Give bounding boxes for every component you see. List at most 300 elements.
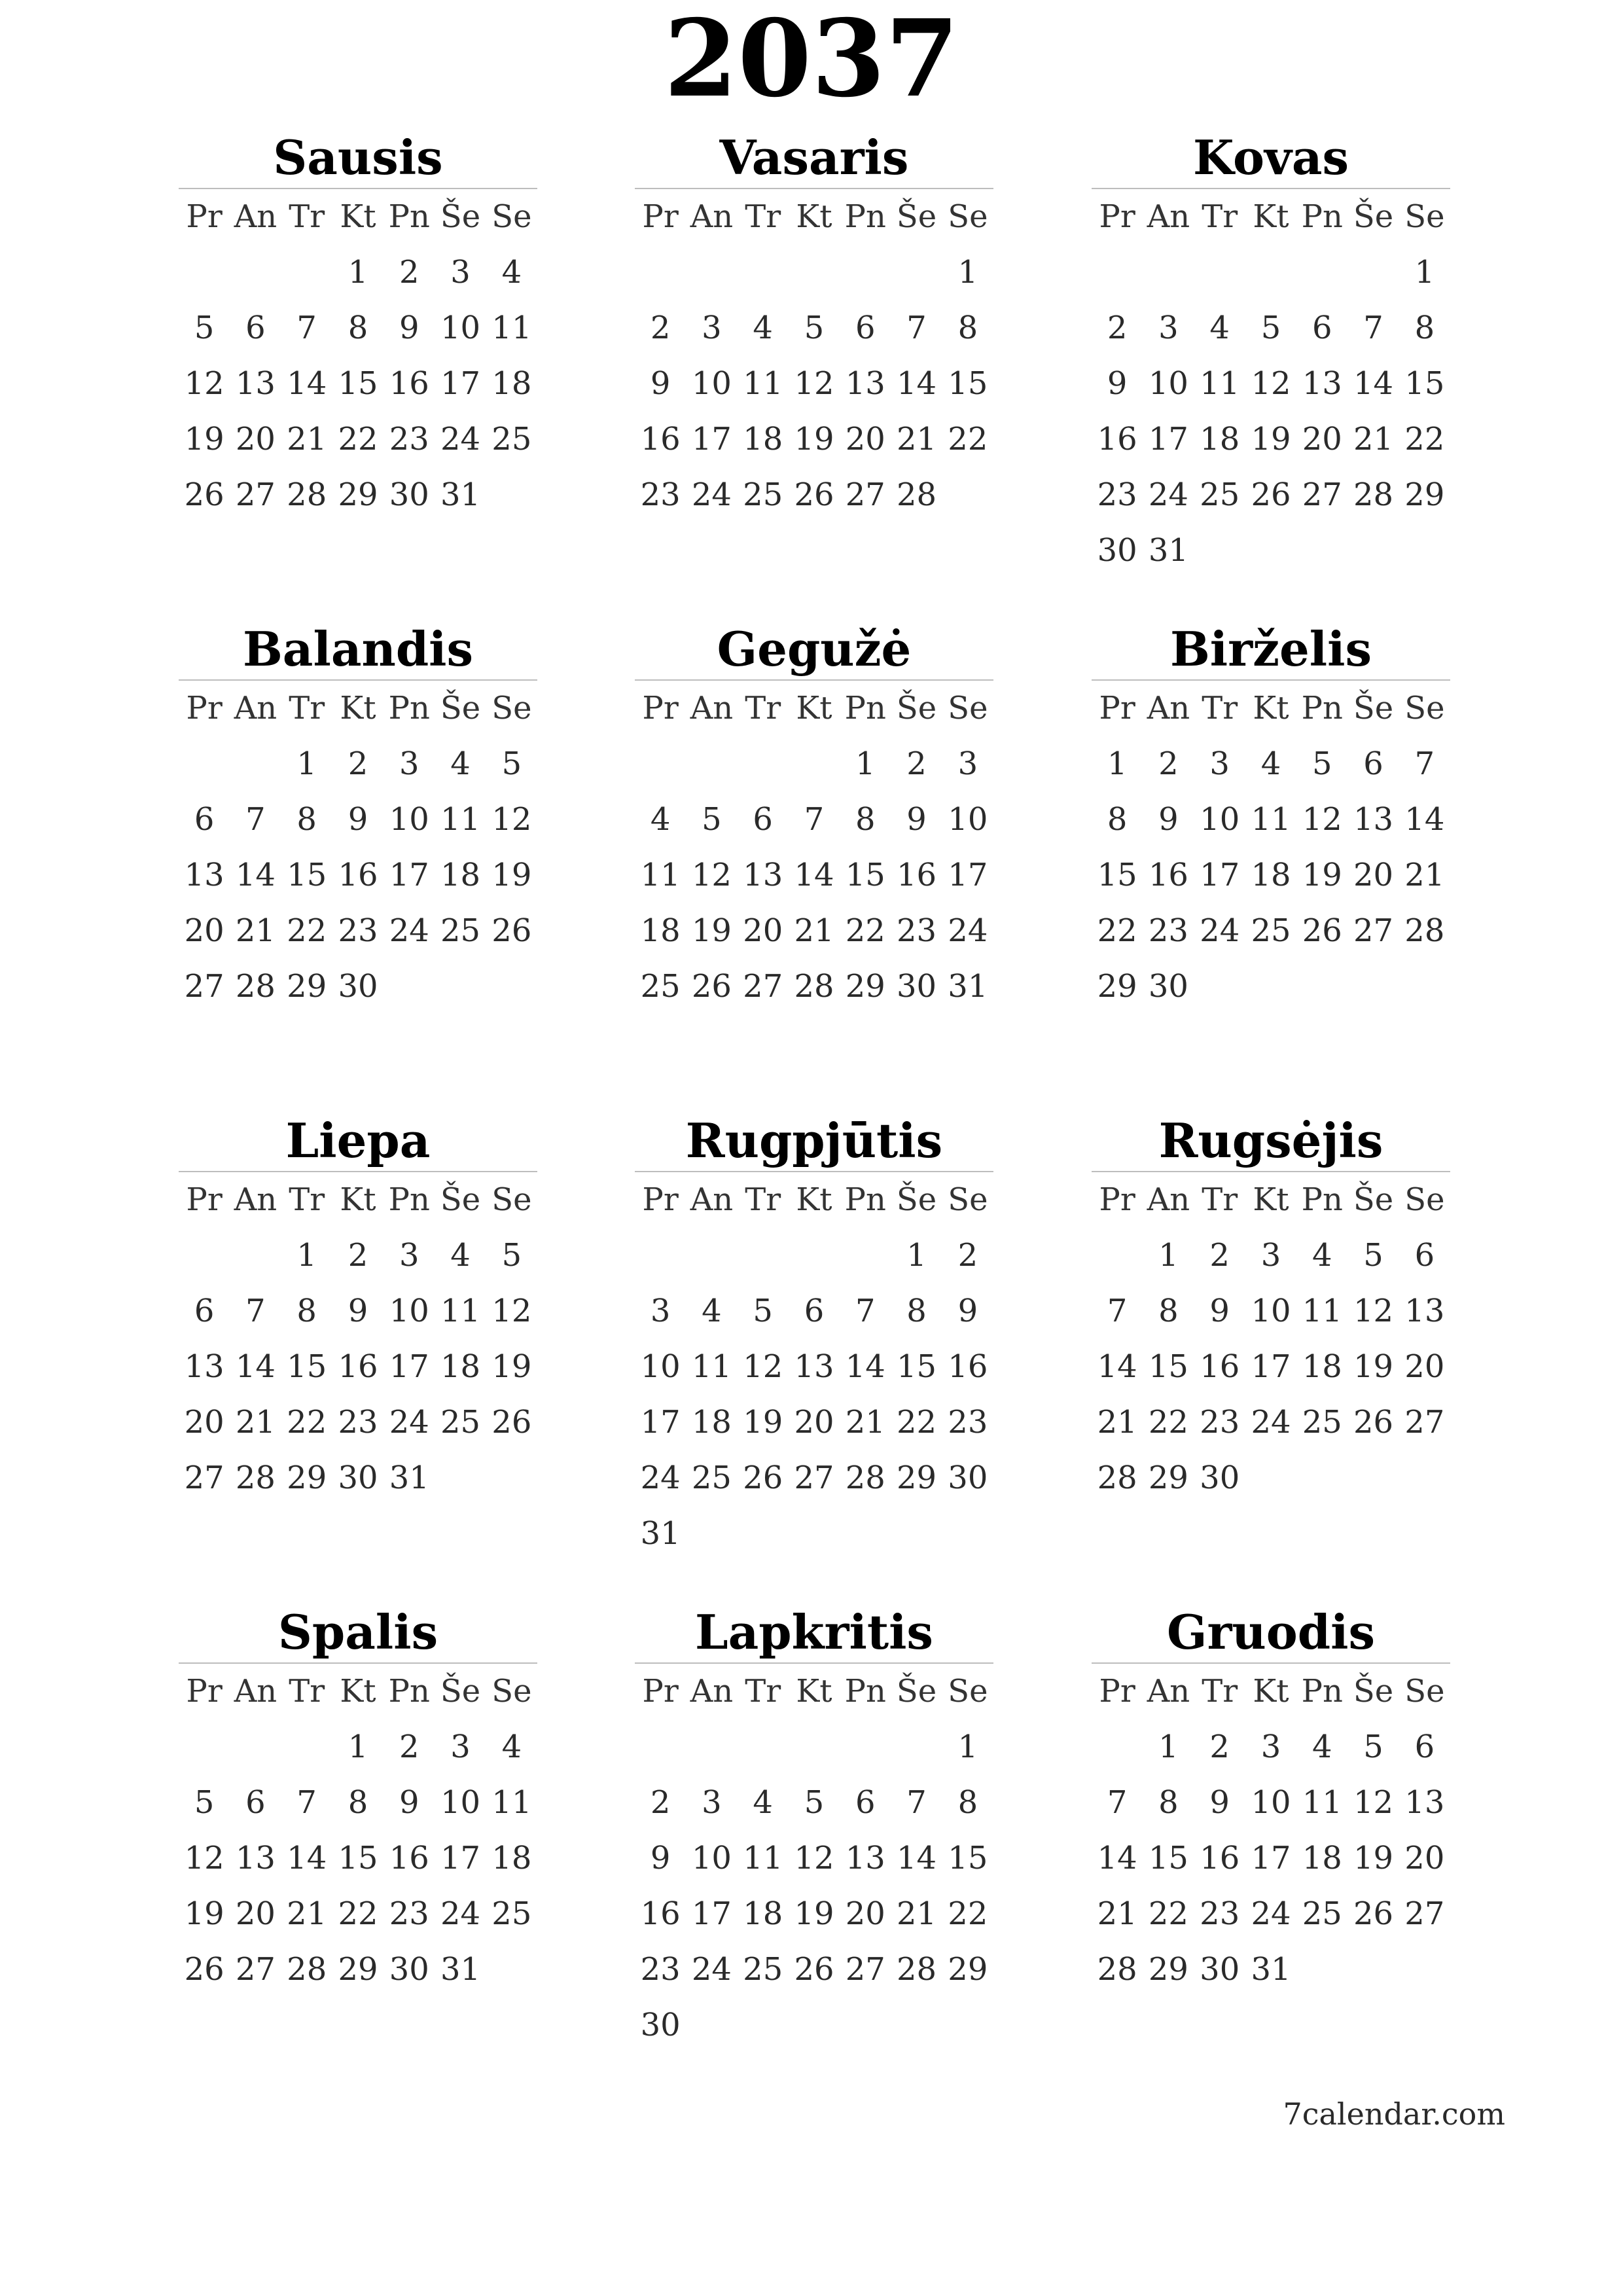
day-cell: 17	[1251, 1840, 1291, 1876]
day-cell: 20	[845, 421, 885, 457]
empty-day-cell	[738, 736, 789, 792]
day-cell: 12	[184, 1840, 224, 1876]
day-cell: 6	[194, 1293, 215, 1329]
month-name: Balandis	[179, 619, 537, 681]
day-cell: 26	[1353, 1895, 1394, 1932]
day-cell: 28	[845, 1460, 885, 1496]
day-cell: 20	[1404, 1840, 1445, 1876]
weekday-header: Pn	[388, 198, 430, 235]
day-cell: 17	[948, 857, 988, 893]
weekday-header: Se	[491, 1181, 532, 1218]
empty-day-cell	[179, 1228, 230, 1283]
day-cell: 12	[794, 1840, 834, 1876]
empty-day-cell	[686, 1228, 737, 1283]
day-cell: 24	[1148, 476, 1188, 513]
day-cell: 2	[348, 745, 368, 782]
day-cell: 11	[491, 310, 532, 346]
day-cell: 11	[691, 1348, 732, 1385]
days-grid	[1092, 681, 1450, 1014]
day-cell: 29	[1148, 1951, 1188, 1988]
day-cell: 4	[1260, 745, 1281, 782]
day-cell: 18	[743, 421, 783, 457]
day-cell: 5	[753, 1293, 773, 1329]
weekday-header: Še	[896, 690, 937, 726]
day-cell: 7	[1107, 1784, 1128, 1821]
day-cell: 20	[1353, 857, 1394, 893]
day-cell: 16	[640, 421, 681, 457]
days-grid	[179, 1664, 537, 1998]
day-cell: 30	[338, 968, 378, 1005]
weekday-header: Tr	[745, 1181, 781, 1218]
day-cell: 25	[440, 912, 481, 949]
day-cell: 14	[1353, 365, 1394, 402]
day-cell: 28	[897, 1951, 937, 1988]
empty-day-cell	[281, 245, 332, 300]
day-cell: 6	[1414, 1729, 1435, 1765]
weekday-header: Kt	[1253, 1673, 1289, 1710]
day-cell: 17	[1148, 421, 1188, 457]
day-cell: 23	[640, 1951, 681, 1988]
weekday-header: Še	[440, 198, 481, 235]
day-cell: 3	[450, 1729, 471, 1765]
day-cell: 12	[794, 365, 834, 402]
day-cell: 25	[1302, 1404, 1342, 1441]
month-block	[1092, 1602, 1450, 1998]
weekday-header: Se	[948, 198, 988, 235]
day-cell: 10	[1148, 365, 1188, 402]
day-cell: 23	[1148, 912, 1188, 949]
day-cell: 8	[348, 310, 368, 346]
day-cell: 12	[491, 1293, 532, 1329]
day-cell: 24	[948, 912, 988, 949]
day-cell: 25	[1302, 1895, 1342, 1932]
day-cell: 22	[1097, 912, 1137, 949]
weekday-header: Tr	[1202, 198, 1238, 235]
day-cell: 13	[184, 1348, 224, 1385]
day-cell: 18	[691, 1404, 732, 1441]
day-cell: 8	[855, 801, 876, 838]
day-cell: 26	[491, 1404, 532, 1441]
day-cell: 9	[348, 801, 368, 838]
weekday-header: Se	[491, 1673, 532, 1710]
day-cell: 5	[1363, 1729, 1383, 1765]
day-cell: 27	[794, 1460, 834, 1496]
day-cell: 7	[1414, 745, 1435, 782]
day-cell: 4	[501, 1729, 522, 1765]
weekday-header: Pr	[186, 198, 223, 235]
day-cell: 9	[399, 1784, 419, 1821]
day-cell: 13	[794, 1348, 834, 1385]
day-cell: 15	[338, 1840, 378, 1876]
month-block	[1092, 619, 1450, 1014]
day-cell: 1	[957, 1729, 978, 1765]
day-cell: 29	[1148, 1460, 1188, 1496]
day-cell: 18	[640, 912, 681, 949]
empty-day-cell	[789, 736, 840, 792]
empty-day-cell	[635, 1228, 686, 1283]
weekday-header: Še	[1353, 1673, 1394, 1710]
day-cell: 19	[794, 1895, 834, 1932]
day-cell: 23	[1097, 476, 1137, 513]
day-cell: 4	[753, 1784, 773, 1821]
weekday-header: Še	[1353, 690, 1394, 726]
day-cell: 15	[948, 1840, 988, 1876]
day-cell: 5	[804, 1784, 825, 1821]
day-cell: 24	[389, 1404, 429, 1441]
day-cell: 1	[296, 1237, 317, 1274]
day-cell: 17	[691, 421, 732, 457]
day-cell: 6	[1363, 745, 1383, 782]
day-cell: 10	[640, 1348, 681, 1385]
weekday-header: Kt	[1253, 198, 1289, 235]
day-cell: 2	[1209, 1729, 1230, 1765]
month-name: Gegužė	[635, 619, 993, 681]
weekday-header: Tr	[289, 1673, 325, 1710]
day-cell: 5	[501, 1237, 522, 1274]
day-cell: 6	[245, 1784, 266, 1821]
day-cell: 1	[957, 254, 978, 291]
day-cell: 5	[804, 310, 825, 346]
day-cell: 8	[906, 1293, 927, 1329]
day-cell: 10	[691, 1840, 732, 1876]
day-cell: 20	[1404, 1348, 1445, 1385]
day-cell: 29	[287, 1460, 327, 1496]
day-cell: 13	[235, 365, 276, 402]
day-cell: 27	[1353, 912, 1394, 949]
day-cell: 28	[287, 1951, 327, 1988]
day-cell: 13	[1404, 1784, 1445, 1821]
day-cell: 23	[338, 912, 378, 949]
empty-day-cell	[1092, 245, 1143, 300]
weekday-header: Pn	[388, 1181, 430, 1218]
day-cell: 25	[1251, 912, 1291, 949]
days-grid	[635, 1172, 993, 1562]
day-cell: 5	[1363, 1237, 1383, 1274]
weekday-header: Kt	[340, 1181, 376, 1218]
day-cell: 6	[855, 310, 876, 346]
day-cell: 5	[1312, 745, 1332, 782]
weekday-header: Kt	[340, 198, 376, 235]
day-cell: 29	[897, 1460, 937, 1496]
day-cell: 29	[948, 1951, 988, 1988]
weekday-header: An	[234, 198, 277, 235]
day-cell: 24	[691, 1951, 732, 1988]
day-cell: 23	[897, 912, 937, 949]
day-cell: 6	[804, 1293, 825, 1329]
day-cell: 2	[399, 254, 419, 291]
day-cell: 21	[287, 1895, 327, 1932]
weekday-header: Se	[1404, 690, 1445, 726]
day-cell: 9	[1107, 365, 1128, 402]
weekday-header: Še	[440, 1181, 481, 1218]
day-cell: 2	[650, 310, 671, 346]
month-name: Lapkritis	[635, 1602, 993, 1664]
day-cell: 1	[855, 745, 876, 782]
day-cell: 11	[1302, 1293, 1342, 1329]
weekday-header: Kt	[1253, 1181, 1289, 1218]
day-cell: 19	[1353, 1348, 1394, 1385]
day-cell: 13	[1404, 1293, 1445, 1329]
weekday-header: Še	[1353, 1181, 1394, 1218]
day-cell: 14	[1404, 801, 1445, 838]
weekday-header: Pn	[844, 1673, 886, 1710]
weekday-header: Še	[896, 1673, 937, 1710]
day-cell: 6	[753, 801, 773, 838]
day-cell: 21	[794, 912, 834, 949]
day-cell: 5	[1260, 310, 1281, 346]
day-cell: 8	[296, 1293, 317, 1329]
day-cell: 4	[753, 310, 773, 346]
weekday-header: Pn	[1301, 198, 1343, 235]
day-cell: 8	[296, 801, 317, 838]
day-cell: 15	[287, 857, 327, 893]
weekday-header: Pr	[1099, 1181, 1135, 1218]
empty-day-cell	[738, 1719, 789, 1775]
day-cell: 14	[1097, 1840, 1137, 1876]
day-cell: 1	[1158, 1729, 1179, 1765]
empty-day-cell	[1296, 245, 1347, 300]
day-cell: 1	[906, 1237, 927, 1274]
day-cell: 28	[1353, 476, 1394, 513]
weekday-header: Tr	[745, 198, 781, 235]
month-block	[635, 128, 993, 523]
day-cell: 20	[743, 912, 783, 949]
day-cell: 11	[440, 801, 481, 838]
weekday-header: An	[690, 1673, 734, 1710]
day-cell: 22	[948, 1895, 988, 1932]
weekday-header: Še	[896, 198, 937, 235]
day-cell: 27	[845, 1951, 885, 1988]
day-cell: 21	[235, 912, 276, 949]
day-cell: 31	[948, 968, 988, 1005]
weekday-header: Še	[440, 690, 481, 726]
day-cell: 1	[348, 254, 368, 291]
weekday-header: Se	[948, 1673, 988, 1710]
month-name: Rugpjūtis	[635, 1111, 993, 1172]
day-cell: 26	[491, 912, 532, 949]
weekday-header: Tr	[289, 690, 325, 726]
day-cell: 11	[1302, 1784, 1342, 1821]
day-cell: 22	[338, 421, 378, 457]
weekday-header: An	[1147, 198, 1190, 235]
day-cell: 25	[743, 1951, 783, 1988]
weekday-header: Se	[1404, 198, 1445, 235]
weekday-header: Kt	[1253, 690, 1289, 726]
weekday-header: Pr	[186, 1673, 223, 1710]
day-cell: 21	[897, 421, 937, 457]
day-cell: 22	[338, 1895, 378, 1932]
day-cell: 7	[804, 801, 825, 838]
empty-day-cell	[179, 736, 230, 792]
days-grid	[1092, 189, 1450, 579]
day-cell: 12	[691, 857, 732, 893]
empty-day-cell	[789, 245, 840, 300]
day-cell: 31	[1251, 1951, 1291, 1988]
day-cell: 31	[440, 1951, 481, 1988]
days-grid	[1092, 1172, 1450, 1506]
weekday-header: Pr	[642, 1673, 679, 1710]
day-cell: 9	[650, 1840, 671, 1876]
weekday-header: Pr	[642, 1181, 679, 1218]
day-cell: 4	[1312, 1237, 1332, 1274]
day-cell: 10	[389, 801, 429, 838]
weekday-header: Pn	[844, 690, 886, 726]
day-cell: 15	[845, 857, 885, 893]
day-cell: 11	[440, 1293, 481, 1329]
weekday-header: Pr	[186, 1181, 223, 1218]
day-cell: 1	[1158, 1237, 1179, 1274]
day-cell: 19	[491, 857, 532, 893]
month-name: Vasaris	[635, 128, 993, 189]
day-cell: 16	[1148, 857, 1188, 893]
day-cell: 10	[691, 365, 732, 402]
days-grid	[1092, 1664, 1450, 1998]
day-cell: 29	[287, 968, 327, 1005]
empty-day-cell	[738, 245, 789, 300]
day-cell: 29	[1097, 968, 1137, 1005]
day-cell: 27	[184, 1460, 224, 1496]
day-cell: 21	[287, 421, 327, 457]
weekday-header: Tr	[745, 690, 781, 726]
footer-site-label: 7calendar.com	[1283, 2096, 1505, 2132]
empty-day-cell	[891, 1719, 942, 1775]
day-cell: 18	[1302, 1840, 1342, 1876]
weekday-header: Se	[1404, 1673, 1445, 1710]
day-cell: 11	[743, 1840, 783, 1876]
day-cell: 16	[948, 1348, 988, 1385]
day-cell: 2	[906, 745, 927, 782]
empty-day-cell	[789, 1719, 840, 1775]
day-cell: 8	[1414, 310, 1435, 346]
day-cell: 7	[1107, 1293, 1128, 1329]
day-cell: 23	[389, 1895, 429, 1932]
month-block	[635, 1111, 993, 1562]
weekday-header: Kt	[796, 1673, 832, 1710]
day-cell: 22	[287, 912, 327, 949]
day-cell: 22	[1148, 1895, 1188, 1932]
day-cell: 27	[1404, 1895, 1445, 1932]
day-cell: 13	[184, 857, 224, 893]
day-cell: 28	[287, 476, 327, 513]
day-cell: 6	[194, 801, 215, 838]
day-cell: 21	[1404, 857, 1445, 893]
empty-day-cell	[635, 245, 686, 300]
day-cell: 3	[1260, 1237, 1281, 1274]
day-cell: 31	[389, 1460, 429, 1496]
day-cell: 19	[491, 1348, 532, 1385]
day-cell: 30	[1200, 1460, 1240, 1496]
month-block	[179, 1602, 537, 1998]
day-cell: 5	[194, 310, 215, 346]
day-cell: 1	[1414, 254, 1435, 291]
day-cell: 3	[399, 1237, 419, 1274]
day-cell: 30	[389, 476, 429, 513]
day-cell: 29	[338, 476, 378, 513]
day-cell: 20	[235, 421, 276, 457]
day-cell: 2	[957, 1237, 978, 1274]
day-cell: 24	[1251, 1404, 1291, 1441]
day-cell: 7	[906, 1784, 927, 1821]
day-cell: 19	[1251, 421, 1291, 457]
day-cell: 18	[743, 1895, 783, 1932]
day-cell: 27	[235, 476, 276, 513]
day-cell: 3	[702, 1784, 722, 1821]
day-cell: 29	[338, 1951, 378, 1988]
day-cell: 25	[491, 421, 532, 457]
empty-day-cell	[230, 736, 281, 792]
weekday-header: Tr	[1202, 1181, 1238, 1218]
day-cell: 7	[855, 1293, 876, 1329]
empty-day-cell	[686, 736, 737, 792]
weekday-header: An	[690, 690, 734, 726]
weekday-header: Pn	[388, 690, 430, 726]
day-cell: 3	[957, 745, 978, 782]
day-cell: 3	[399, 745, 419, 782]
day-cell: 23	[640, 476, 681, 513]
days-grid	[179, 189, 537, 523]
days-grid	[179, 681, 537, 1014]
day-cell: 14	[897, 365, 937, 402]
day-cell: 24	[389, 912, 429, 949]
day-cell: 8	[348, 1784, 368, 1821]
day-cell: 12	[1302, 801, 1342, 838]
weekday-header: Pn	[1301, 690, 1343, 726]
month-block	[179, 128, 537, 523]
month-name: Sausis	[179, 128, 537, 189]
day-cell: 1	[348, 1729, 368, 1765]
day-cell: 27	[845, 476, 885, 513]
day-cell: 16	[389, 365, 429, 402]
day-cell: 25	[1200, 476, 1240, 513]
day-cell: 8	[1107, 801, 1128, 838]
day-cell: 26	[794, 476, 834, 513]
days-grid	[179, 1172, 537, 1506]
day-cell: 2	[348, 1237, 368, 1274]
day-cell: 25	[691, 1460, 732, 1496]
empty-day-cell	[840, 1228, 891, 1283]
day-cell: 30	[948, 1460, 988, 1496]
day-cell: 19	[1353, 1840, 1394, 1876]
day-cell: 28	[1097, 1951, 1137, 1988]
empty-day-cell	[1245, 245, 1296, 300]
weekday-header: Še	[440, 1673, 481, 1710]
weekday-header: Se	[1404, 1181, 1445, 1218]
weekday-header: An	[234, 690, 277, 726]
day-cell: 29	[1404, 476, 1445, 513]
day-cell: 30	[640, 2007, 681, 2043]
day-cell: 2	[399, 1729, 419, 1765]
day-cell: 3	[702, 310, 722, 346]
month-name: Spalis	[179, 1602, 537, 1664]
days-grid	[635, 189, 993, 523]
weekday-header: Pr	[1099, 198, 1135, 235]
day-cell: 22	[897, 1404, 937, 1441]
day-cell: 10	[1251, 1293, 1291, 1329]
day-cell: 16	[640, 1895, 681, 1932]
day-cell: 14	[897, 1840, 937, 1876]
weekday-header: Kt	[796, 690, 832, 726]
day-cell: 11	[1200, 365, 1240, 402]
weekday-header: Tr	[1202, 690, 1238, 726]
day-cell: 4	[650, 801, 671, 838]
day-cell: 26	[1251, 476, 1291, 513]
day-cell: 31	[640, 1515, 681, 1552]
day-cell: 6	[245, 310, 266, 346]
month-block	[179, 1111, 537, 1506]
day-cell: 16	[1097, 421, 1137, 457]
day-cell: 5	[501, 745, 522, 782]
day-cell: 10	[948, 801, 988, 838]
